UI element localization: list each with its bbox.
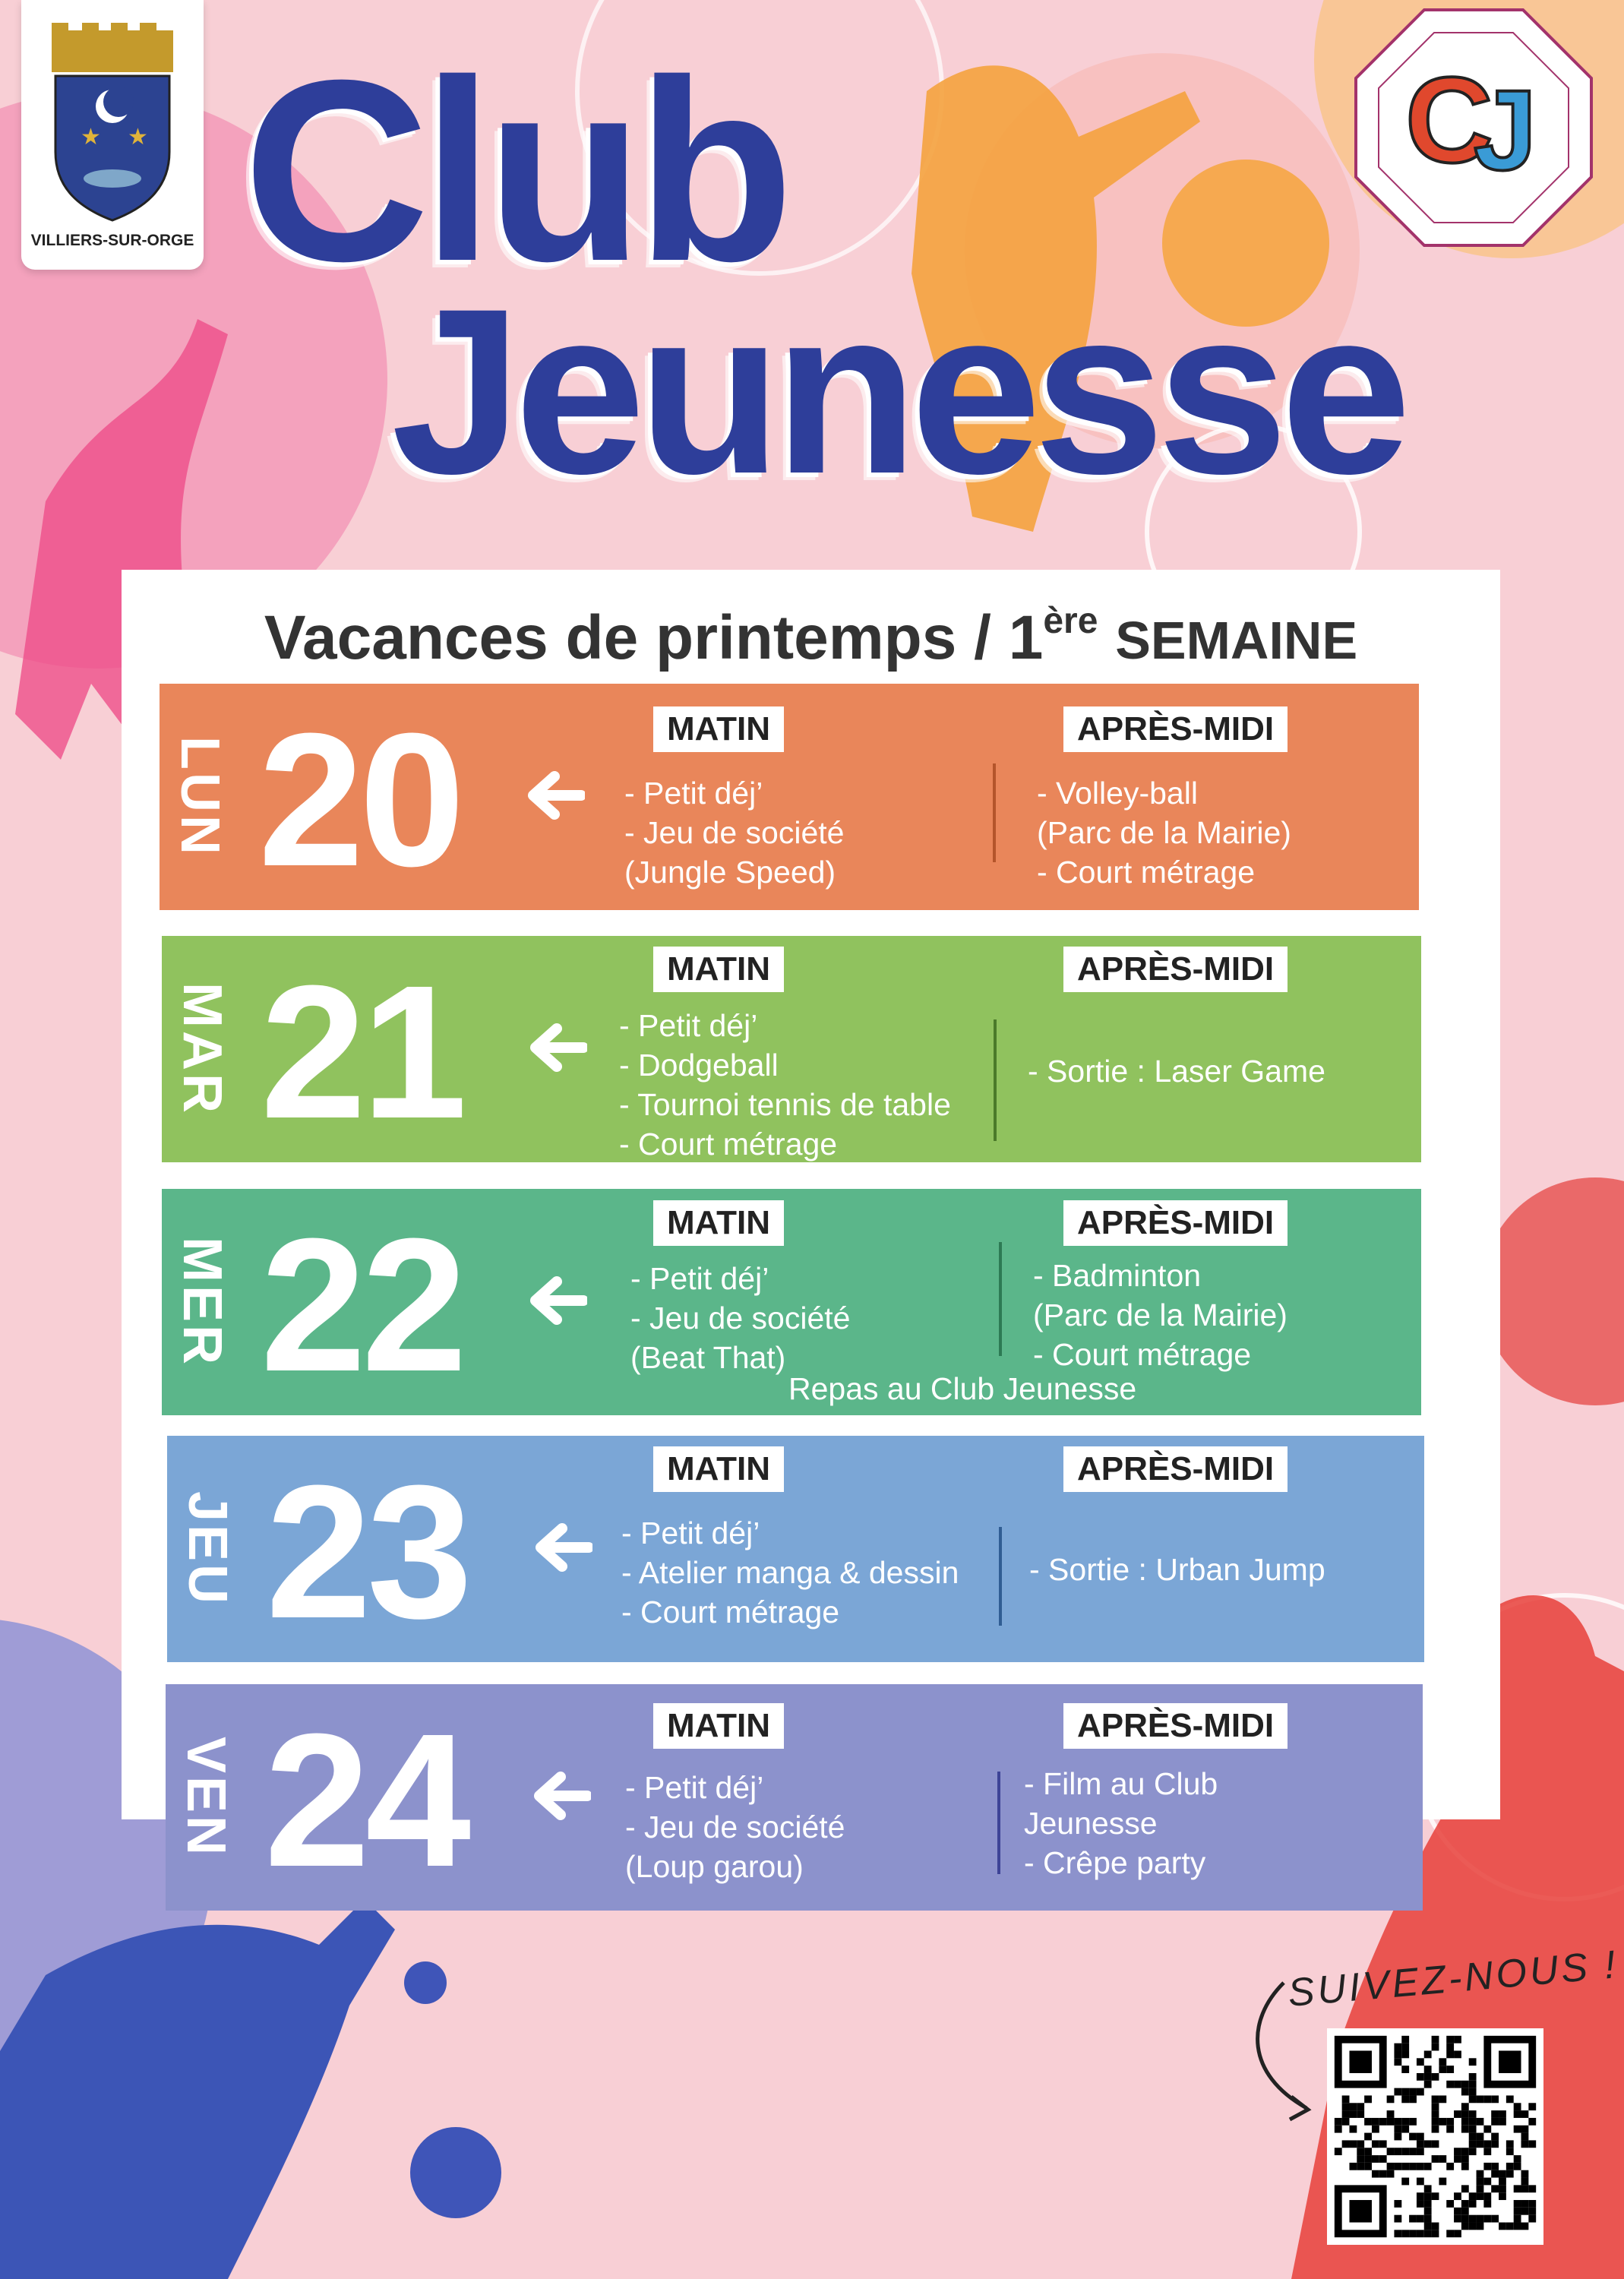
day-number: 21 (261, 946, 463, 1158)
morning-activities (630, 1259, 850, 1377)
activity: - Petit déj’ (624, 776, 763, 811)
afternoon-activities (1029, 1550, 1325, 1589)
arrow-left-icon (530, 1769, 591, 1822)
activity: - Petit déj’ (619, 1008, 758, 1043)
day-name: MER (172, 1237, 232, 1367)
title-line-2: Jeunesse (391, 259, 1404, 523)
svg-text:J: J (1474, 66, 1537, 194)
activity: - Court métrage (619, 1127, 838, 1162)
qr-code-icon (1327, 2028, 1543, 2245)
divider (994, 1019, 997, 1141)
title-line-1: Club (243, 27, 787, 315)
lunch-note: Repas au Club Jeunesse (788, 1371, 1137, 1406)
qr-code[interactable] (1327, 2028, 1543, 2245)
morning-activities (625, 1768, 845, 1886)
afternoon-label: APRÈS-MIDI (1063, 1200, 1288, 1246)
schedule-subtitle (122, 600, 1500, 674)
day-name: MAR (172, 982, 232, 1116)
day-number: 24 (264, 1694, 467, 1906)
activity: - Dodgeball (619, 1048, 779, 1083)
day-name: LUN (169, 736, 231, 858)
arrow-left-icon (526, 1021, 587, 1074)
activity: - Jeu de société (630, 1301, 851, 1335)
activity: - Sortie : Laser Game (1028, 1054, 1325, 1089)
day-row-jeu (167, 1436, 1424, 1662)
follow-us-label: SUIVEZ-NOUS ! (1286, 1942, 1620, 2015)
day-row-mar (162, 936, 1421, 1162)
activity: - Atelier manga & dessin (621, 1555, 959, 1590)
day-row-ven (166, 1684, 1423, 1911)
activity: - Film au Club (1024, 1766, 1218, 1801)
activity: - Court métrage (1033, 1337, 1252, 1372)
arrow-left-icon (532, 1521, 592, 1574)
afternoon-activities (1024, 1764, 1218, 1882)
afternoon-activities (1033, 1256, 1288, 1374)
day-row-mer (162, 1189, 1421, 1415)
afternoon-label: APRÈS-MIDI (1063, 706, 1288, 752)
activity: - Tournoi tennis de table (619, 1087, 951, 1122)
day-number: 23 (266, 1446, 469, 1658)
svg-text:★: ★ (81, 125, 101, 150)
morning-label: MATIN (653, 1200, 784, 1246)
day-row-lun (160, 684, 1419, 910)
arrow-left-icon (526, 1274, 587, 1327)
day-number: 20 (258, 694, 461, 906)
divider (997, 1772, 1000, 1874)
afternoon-activities (1037, 773, 1291, 892)
afternoon-label: APRÈS-MIDI (1063, 1703, 1288, 1749)
subtitle-sup: ère (1043, 601, 1098, 641)
subtitle-week: SEMAINE (1115, 611, 1358, 670)
morning-label: MATIN (653, 1446, 784, 1492)
activity: - Volley-ball (1037, 776, 1198, 811)
svg-text:★: ★ (128, 125, 148, 150)
activity: (Parc de la Mairie) (1033, 1298, 1288, 1332)
afternoon-label: APRÈS-MIDI (1063, 1446, 1288, 1492)
activity: (Beat That) (630, 1340, 786, 1375)
day-number: 22 (261, 1199, 463, 1411)
activity: - Jeu de société (624, 815, 845, 850)
activity: (Jungle Speed) (624, 855, 836, 890)
divider (999, 1527, 1002, 1626)
club-jeunesse-logo-icon (1352, 6, 1595, 249)
divider (993, 763, 996, 862)
activity: - Crêpe party (1024, 1845, 1206, 1880)
divider (999, 1242, 1002, 1356)
activity: (Loup garou) (625, 1849, 804, 1884)
crest-shield-icon (21, 0, 204, 270)
activity: - Petit déj’ (625, 1770, 764, 1805)
afternoon-label: APRÈS-MIDI (1063, 947, 1288, 992)
town-crest (21, 0, 204, 270)
curved-arrow-icon (1238, 1975, 1329, 2127)
activity: - Sortie : Urban Jump (1029, 1552, 1325, 1587)
day-name: VEN (175, 1736, 237, 1859)
activity: - Court métrage (1037, 855, 1256, 890)
morning-label: MATIN (653, 947, 784, 992)
activity: - Jeu de société (625, 1810, 845, 1844)
afternoon-activities (1028, 1051, 1325, 1091)
morning-activities (619, 1006, 951, 1164)
arrow-left-icon (524, 769, 585, 822)
activity: - Petit déj’ (621, 1516, 760, 1550)
svg-text:C: C (1405, 52, 1493, 188)
day-name: JEU (177, 1490, 238, 1607)
crest-label: VILLIERS-SUR-ORGE (30, 232, 194, 249)
morning-activities (621, 1513, 959, 1632)
activity: - Petit déj’ (630, 1261, 769, 1296)
activity: Jeunesse (1024, 1806, 1158, 1841)
morning-label: MATIN (653, 1703, 784, 1749)
morning-label: MATIN (653, 706, 784, 752)
subtitle-main: Vacances de printemps / 1 (264, 603, 1044, 672)
activity: - Badminton (1033, 1258, 1202, 1293)
activity: (Parc de la Mairie) (1037, 815, 1291, 850)
activity: - Court métrage (621, 1595, 840, 1629)
morning-activities (624, 773, 844, 892)
